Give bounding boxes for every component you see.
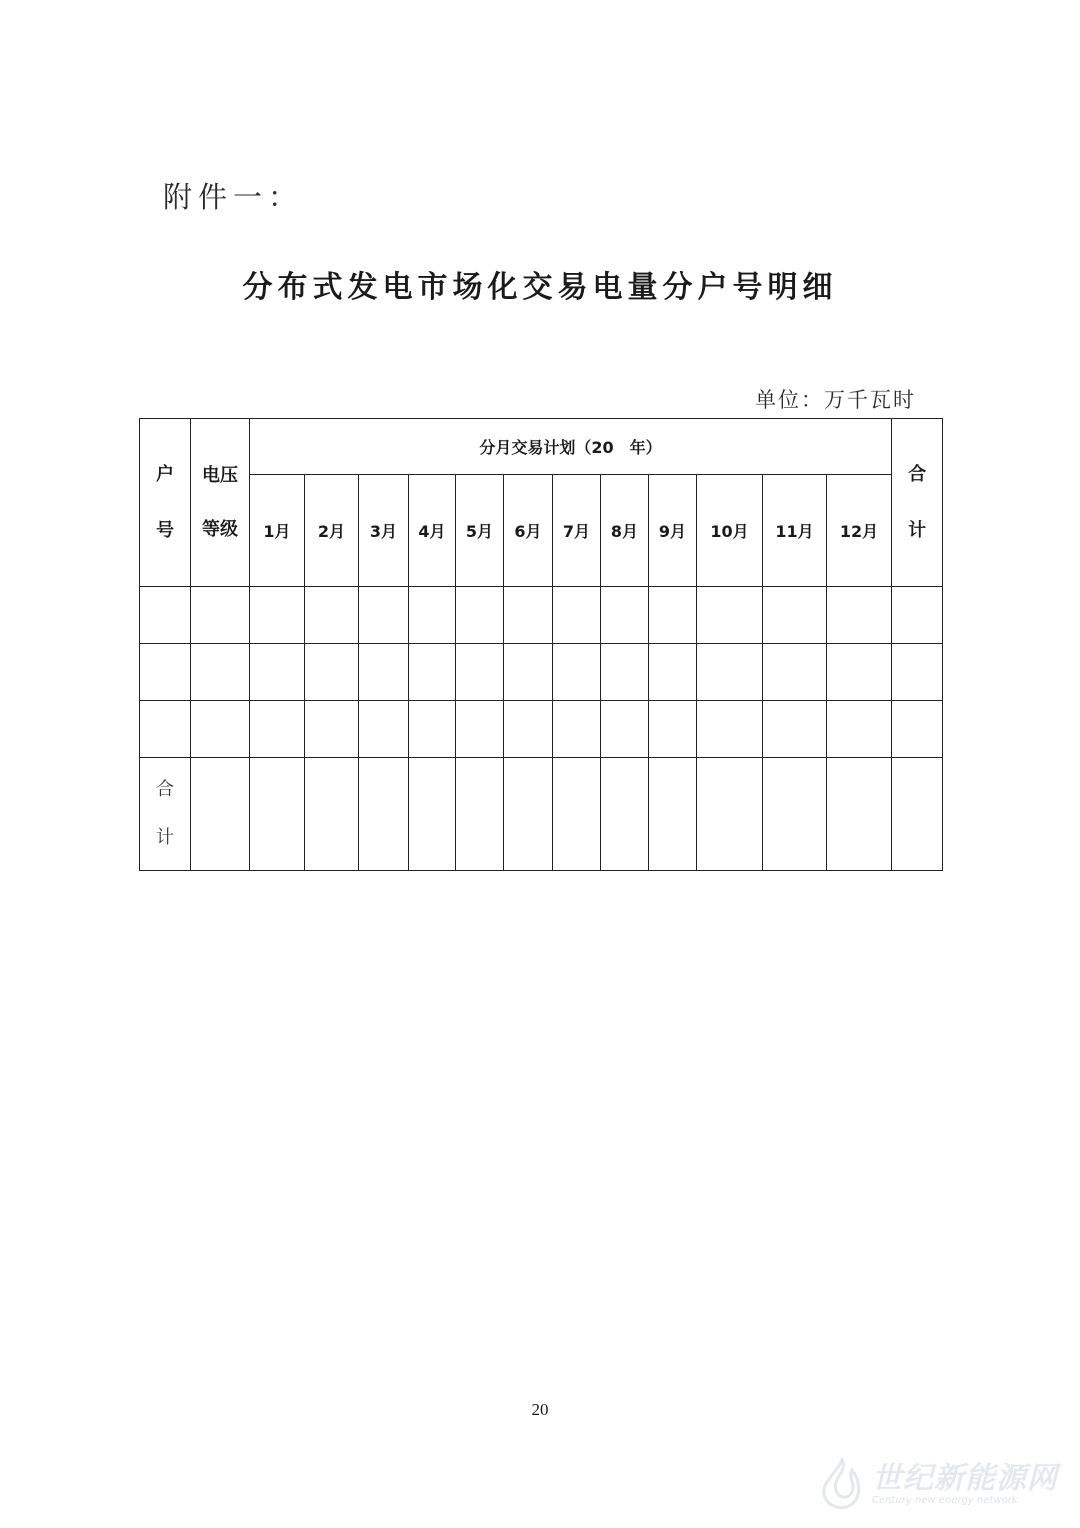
table-cell bbox=[359, 644, 409, 701]
table-cell bbox=[250, 587, 305, 644]
table-cell bbox=[191, 701, 250, 758]
table-cell bbox=[250, 701, 305, 758]
table-cell bbox=[504, 587, 553, 644]
table-cell bbox=[697, 758, 763, 871]
table-cell bbox=[553, 758, 601, 871]
table-cell bbox=[892, 701, 943, 758]
header-voltage-line1: 电压 bbox=[202, 464, 238, 486]
table-cell bbox=[827, 644, 892, 701]
table-cell bbox=[601, 587, 649, 644]
table-cell bbox=[359, 587, 409, 644]
header-account-no-line2: 号 bbox=[156, 519, 174, 541]
table-cell bbox=[763, 587, 827, 644]
table-cell bbox=[140, 587, 191, 644]
table-cell bbox=[601, 758, 649, 871]
table-cell bbox=[553, 701, 601, 758]
table-cell bbox=[456, 758, 504, 871]
header-voltage-line2: 等级 bbox=[202, 518, 238, 540]
table-cell bbox=[456, 587, 504, 644]
month-header-cell: 1月 bbox=[250, 475, 305, 587]
table-cell bbox=[504, 644, 553, 701]
table-cell bbox=[456, 644, 504, 701]
table-cell bbox=[649, 587, 697, 644]
table-cell bbox=[601, 644, 649, 701]
table-cell bbox=[409, 758, 456, 871]
header-total-line1: 合 bbox=[908, 463, 927, 485]
table-cell bbox=[697, 644, 763, 701]
month-header-cell: 2月 bbox=[305, 475, 359, 587]
table-cell bbox=[827, 758, 892, 871]
table-cell bbox=[359, 701, 409, 758]
attachment-label: 附件一： bbox=[163, 180, 304, 214]
table-cell bbox=[504, 701, 553, 758]
table-cell bbox=[250, 758, 305, 871]
month-header-cell: 4月 bbox=[409, 475, 456, 587]
table-row bbox=[140, 587, 943, 644]
flame-logo-icon bbox=[818, 1456, 866, 1512]
table-row bbox=[140, 644, 943, 701]
month-header-cell: 7月 bbox=[553, 475, 601, 587]
unit-label: 单位：万千瓦时 bbox=[755, 388, 916, 412]
table-cell bbox=[827, 587, 892, 644]
table-cell bbox=[763, 758, 827, 871]
table-cell bbox=[649, 758, 697, 871]
header-total-line2: 计 bbox=[908, 519, 927, 541]
table-cell bbox=[191, 644, 250, 701]
header-account-no-line1: 户 bbox=[156, 463, 174, 485]
watermark-cn: 世纪新能源网 bbox=[872, 1460, 1058, 1496]
header-monthly-plan: 分月交易计划（20 年） bbox=[250, 419, 892, 475]
table-cell bbox=[305, 701, 359, 758]
header-total bbox=[892, 419, 943, 587]
table-cell bbox=[409, 701, 456, 758]
table-cell bbox=[305, 587, 359, 644]
table-cell bbox=[409, 644, 456, 701]
total-row-label bbox=[140, 758, 191, 871]
month-header-row bbox=[140, 475, 943, 587]
monthly-plan-table bbox=[139, 418, 943, 871]
total-row-line1: 合 bbox=[156, 779, 174, 800]
table-cell bbox=[409, 587, 456, 644]
table-cell bbox=[649, 701, 697, 758]
table-cell bbox=[697, 587, 763, 644]
page-number: 20 bbox=[531, 1400, 549, 1419]
month-header-cell: 9月 bbox=[649, 475, 697, 587]
table-cell bbox=[359, 758, 409, 871]
table-cell bbox=[504, 758, 553, 871]
table-cell bbox=[191, 758, 250, 871]
month-header-cell: 11月 bbox=[763, 475, 827, 587]
month-header-cell: 6月 bbox=[504, 475, 553, 587]
table-row bbox=[140, 701, 943, 758]
table-cell bbox=[827, 701, 892, 758]
document-title: 分布式发电市场化交易电量分户号明细 bbox=[242, 270, 838, 305]
month-header-cell: 3月 bbox=[359, 475, 409, 587]
total-row-line2: 计 bbox=[156, 827, 174, 848]
table-cell bbox=[649, 644, 697, 701]
table-cell bbox=[553, 644, 601, 701]
table-cell bbox=[305, 758, 359, 871]
total-row bbox=[140, 758, 943, 871]
table-cell bbox=[892, 758, 943, 871]
table-cell bbox=[553, 587, 601, 644]
table-cell bbox=[305, 644, 359, 701]
table-cell bbox=[697, 701, 763, 758]
month-header-cell: 10月 bbox=[697, 475, 763, 587]
month-header-cell: 8月 bbox=[601, 475, 649, 587]
table-cell bbox=[140, 701, 191, 758]
watermark bbox=[818, 1456, 1058, 1512]
month-header-cell: 5月 bbox=[456, 475, 504, 587]
table-cell bbox=[191, 587, 250, 644]
table-cell bbox=[763, 644, 827, 701]
header-account-no bbox=[140, 419, 191, 587]
table-cell bbox=[892, 587, 943, 644]
table-cell bbox=[763, 701, 827, 758]
table-cell bbox=[140, 644, 191, 701]
table-cell bbox=[601, 701, 649, 758]
watermark-en: Century new energy network bbox=[872, 1494, 1018, 1506]
header-voltage-level bbox=[191, 419, 250, 587]
table-cell bbox=[892, 644, 943, 701]
table-cell bbox=[250, 644, 305, 701]
table-cell bbox=[456, 701, 504, 758]
month-header-cell: 12月 bbox=[827, 475, 892, 587]
